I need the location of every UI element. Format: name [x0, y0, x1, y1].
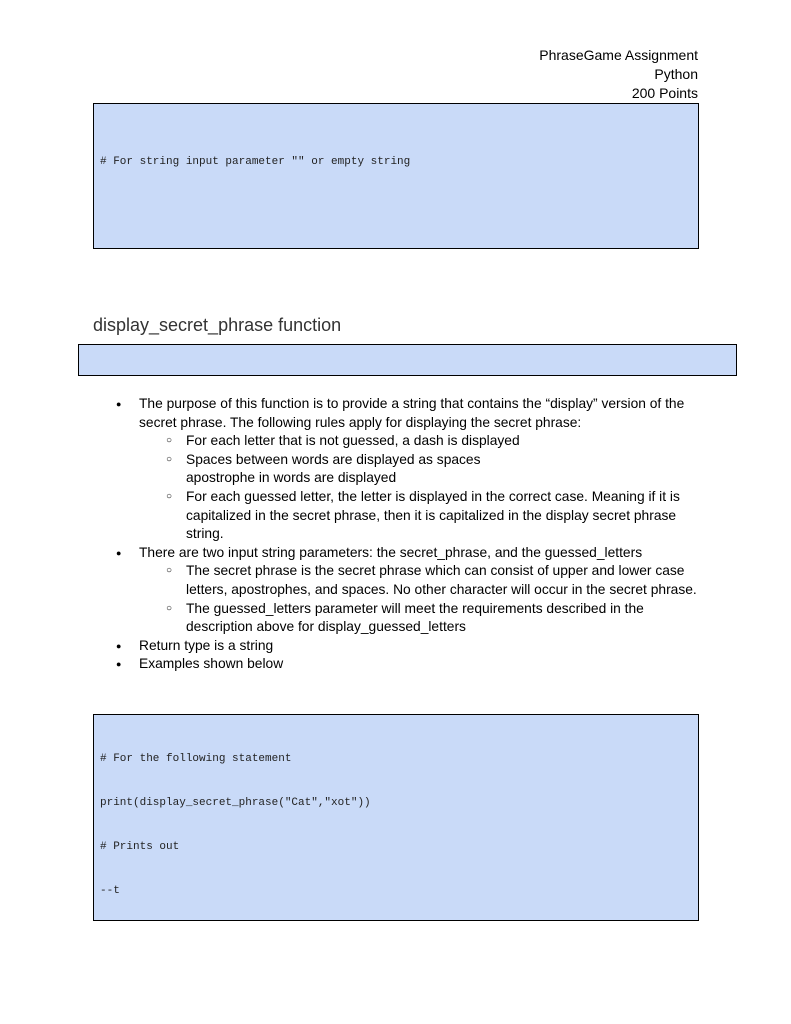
sub-bullet-item — [139, 432, 700, 451]
bullet-item-return-type — [110, 637, 700, 656]
sub-bullet-text: For each letter that is not guessed, a dash is displayed — [186, 433, 520, 449]
bullet-list — [110, 395, 700, 674]
sub-bullet-item — [139, 488, 700, 544]
sub-bullet-item — [139, 562, 700, 599]
bullet-text: Examples shown below — [139, 656, 284, 672]
code-line — [100, 243, 692, 249]
code-line: # For string input parameter "" or empty string — [100, 156, 411, 169]
document-header — [539, 46, 698, 103]
code-line: # For the following statement — [100, 753, 292, 766]
sub-bullet-list — [139, 432, 700, 544]
sub-bullet-text: For each guessed letter, the letter is displayed in the correct case. Meaning if it is capitalized in the secret phrase, then it is capitalized in the display secret phrase string. — [186, 488, 680, 542]
sub-bullet-text: Spaces between words are displayed as spaces apostrophe in words are displayed — [186, 451, 481, 486]
sub-bullet-list — [139, 562, 700, 636]
bullet-item-examples — [110, 655, 700, 674]
sub-bullet-item — [139, 451, 700, 488]
function-signature-block — [78, 344, 737, 376]
description-content — [110, 395, 700, 674]
bullet-item-purpose — [110, 395, 700, 544]
points-label: 200 Points — [631, 85, 698, 101]
code-line: # Prints out — [100, 840, 180, 853]
bullet-text: The purpose of this function is to provide a string that contains the “display” version of the secret phrase. The following rules apply for displaying the secret phrase: — [139, 396, 685, 430]
bullet-text: There are two input string parameters: the secret_phrase, and the guessed_letters — [139, 544, 643, 560]
assignment-title: PhraseGame Assignment — [539, 47, 698, 63]
sub-bullet-item — [139, 600, 700, 637]
code-line: --t — [100, 884, 120, 897]
section-title: display_secret_phrase function — [93, 315, 342, 335]
sub-bullet-text: The guessed_letters parameter will meet the requirements described in the description above for display_guessed_letters — [186, 600, 644, 635]
code-line — [100, 199, 692, 214]
sub-bullet-text: The secret phrase is the secret phrase which can consist of upper and lower case letters, apostrophes, and spaces. No other character will occur in the secret phrase. — [186, 563, 697, 597]
language-label: Python — [654, 66, 698, 82]
code-block-examples-guessed — [93, 103, 699, 249]
code-line: print(display_secret_phrase("Cat","xot")) — [100, 796, 371, 809]
bullet-text: Return type is a string — [139, 637, 274, 653]
code-block-examples-secret-phrase — [93, 714, 699, 921]
bullet-item-parameters — [110, 544, 700, 637]
